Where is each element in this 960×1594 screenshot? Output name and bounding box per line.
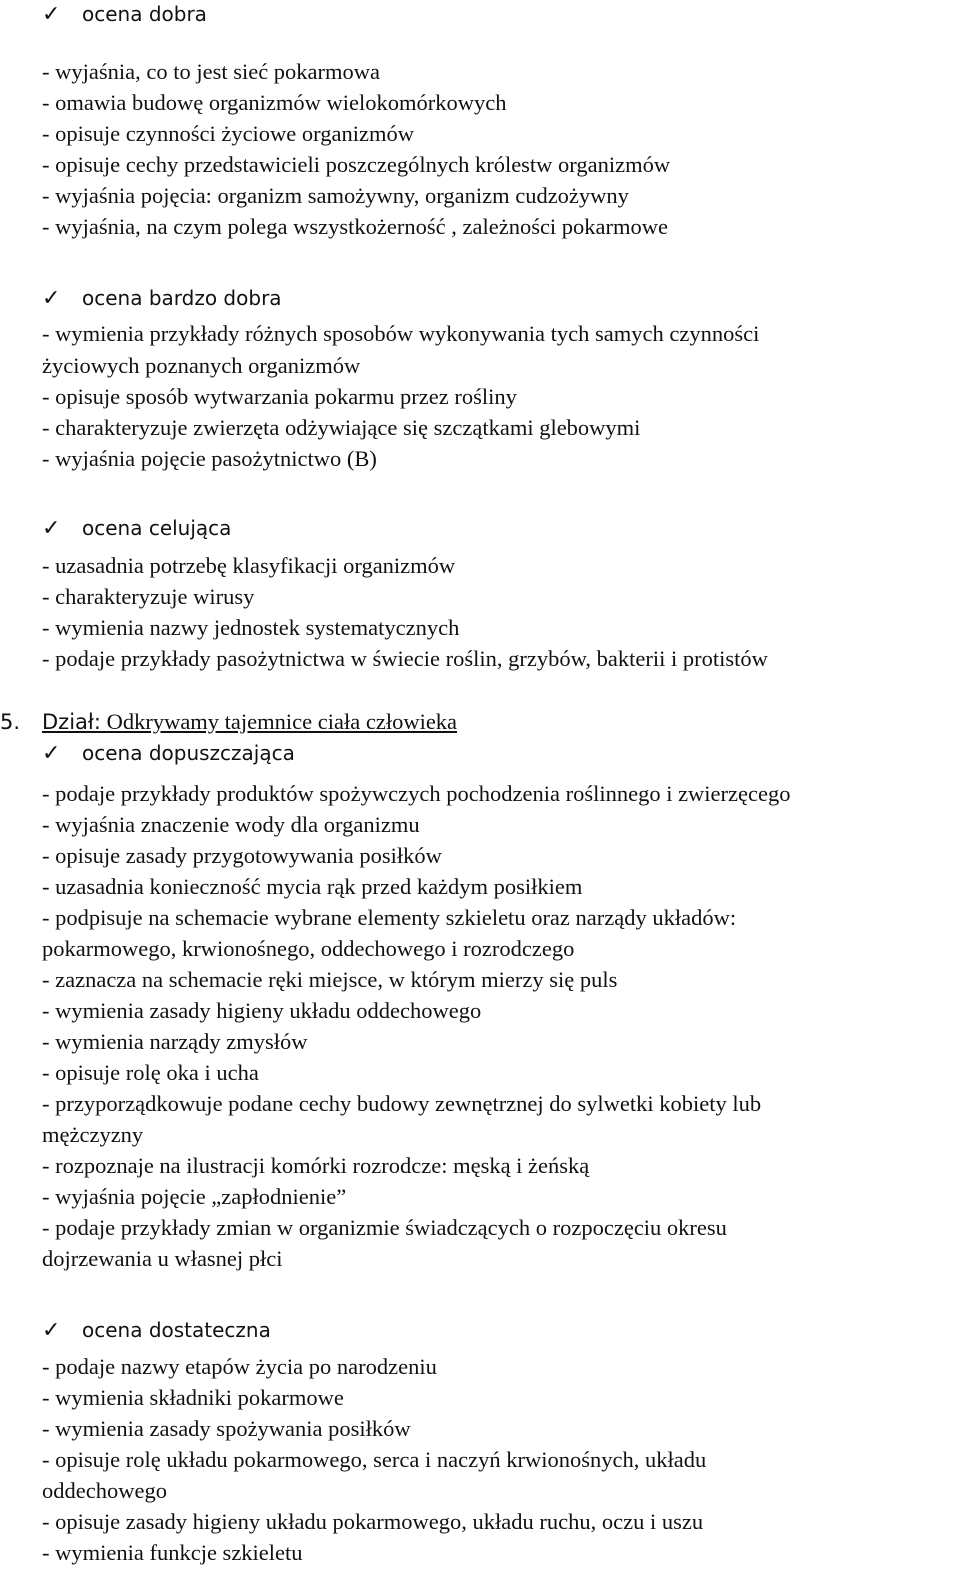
checkmark-icon: ✓ — [42, 286, 61, 311]
requirement-line: - podaje nazwy etapów życia po narodzeniu — [42, 1354, 437, 1379]
grade-label: ocena dostateczna — [82, 1318, 271, 1342]
grade-label: ocena dobra — [82, 2, 207, 26]
requirement-line: - uzasadnia konieczność mycia rąk przed każdym posiłkiem — [42, 874, 583, 899]
requirement-line: - podaje przykłady pasożytnictwa w świecie roślin, grzybów, bakterii i protistów — [42, 646, 768, 671]
requirement-line: - wyjaśnia znaczenie wody dla organizmu — [42, 812, 420, 837]
section-number: 5. — [0, 710, 21, 734]
requirement-line: - zaznacza na schemacie ręki miejsce, w którym mierzy się puls — [42, 967, 618, 992]
grade-label: ocena dopuszczająca — [82, 741, 295, 765]
requirement-line: - wyjaśnia pojęcie pasożytnictwo (B) — [42, 446, 377, 471]
requirement-line: życiowych poznanych organizmów — [42, 353, 361, 378]
requirement-line: - podaje przykłady zmian w organizmie świadczących o rozpoczęciu okresu — [42, 1215, 727, 1240]
requirement-line: - wymienia funkcje szkieletu — [42, 1540, 303, 1565]
requirement-line: - charakteryzuje wirusy — [42, 584, 255, 609]
grade-heading — [42, 739, 295, 768]
checkmark-icon: ✓ — [42, 2, 61, 27]
requirement-line: - opisuje rolę układu pokarmowego, serca i naczyń krwionośnych, układu — [42, 1447, 707, 1472]
requirement-line: - opisuje cechy przedstawicieli poszczególnych królestw organizmów — [42, 152, 671, 177]
requirement-line: - wymienia zasady spożywania posiłków — [42, 1416, 411, 1441]
requirement-line: - opisuje zasady higieny układu pokarmowego, układu ruchu, oczu i uszu — [42, 1509, 704, 1534]
requirement-line: - uzasadnia potrzebę klasyfikacji organizmów — [42, 553, 456, 578]
requirement-line: - charakteryzuje zwierzęta odżywiające się szczątkami glebowymi — [42, 415, 641, 440]
requirement-line: - opisuje czynności życiowe organizmów — [42, 121, 414, 146]
requirement-line: - omawia budowę organizmów wielokomórkowych — [42, 90, 507, 115]
section-label: Dział: — [42, 710, 101, 734]
requirement-line: - wymienia zasady higieny układu oddechowego — [42, 998, 482, 1023]
section-title: Odkrywamy tajemnice ciała człowieka — [106, 709, 458, 734]
requirement-line: - wymienia nazwy jednostek systematycznych — [42, 615, 460, 640]
requirement-line: - wyjaśnia, na czym polega wszystkożerność , zależności pokarmowe — [42, 214, 669, 239]
grade-heading — [42, 1316, 271, 1345]
grade-label: ocena bardzo dobra — [82, 286, 282, 310]
grade-heading — [42, 284, 282, 313]
grade-heading — [42, 514, 231, 543]
requirement-line: - wymienia składniki pokarmowe — [42, 1385, 344, 1410]
requirement-line: pokarmowego, krwionośnego, oddechowego i rozrodczego — [42, 936, 575, 961]
requirement-line: - wyjaśnia pojęcia: organizm samożywny, organizm cudzożywny — [42, 183, 629, 208]
checkmark-icon: ✓ — [42, 1318, 61, 1343]
grade-heading — [42, 0, 207, 29]
section-heading — [0, 708, 457, 736]
grade-label: ocena celująca — [82, 516, 232, 540]
requirement-line: - podpisuje na schemacie wybrane elementy szkieletu oraz narządy układów: — [42, 905, 737, 930]
requirement-line: - wyjaśnia pojęcie „zapłodnienie” — [42, 1184, 347, 1209]
requirement-line: - rozpoznaje na ilustracji komórki rozrodcze: męską i żeńską — [42, 1153, 590, 1178]
requirement-line: - opisuje rolę oka i ucha — [42, 1060, 259, 1085]
requirement-line: - opisuje sposób wytwarzania pokarmu przez rośliny — [42, 384, 517, 409]
requirement-line: - wymienia przykłady różnych sposobów wykonywania tych samych czynności — [42, 321, 760, 346]
requirement-line: dojrzewania u własnej płci — [42, 1246, 283, 1271]
requirement-line: - podaje przykłady produktów spożywczych pochodzenia roślinnego i zwierzęcego — [42, 781, 791, 806]
checkmark-icon: ✓ — [42, 516, 61, 541]
requirement-line: - przyporządkowuje podane cechy budowy zewnętrznej do sylwetki kobiety lub — [42, 1091, 762, 1116]
requirement-line: - opisuje zasady przygotowywania posiłków — [42, 843, 442, 868]
requirement-line: oddechowego — [42, 1478, 167, 1503]
requirement-line: - wyjaśnia, co to jest sieć pokarmowa — [42, 59, 381, 84]
checkmark-icon: ✓ — [42, 741, 61, 766]
requirement-line: - wymienia narządy zmysłów — [42, 1029, 308, 1054]
requirement-line: mężczyzny — [42, 1122, 144, 1147]
